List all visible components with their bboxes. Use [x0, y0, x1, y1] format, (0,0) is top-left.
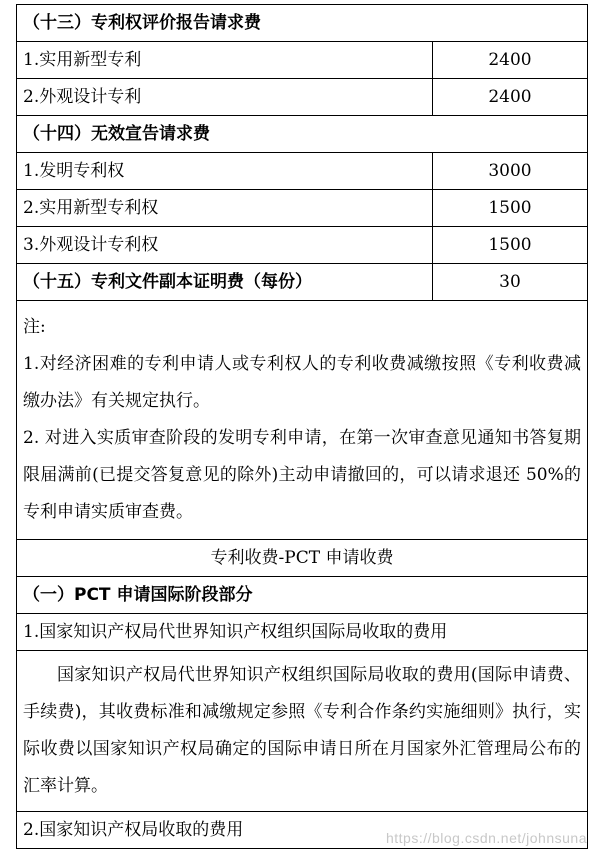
table-row	[17, 190, 588, 227]
pct-item2-label: 2.国家知识产权局收取的费用	[17, 812, 588, 849]
section-15-title: （十五）专利文件副本证明费（每份）	[17, 264, 433, 301]
fee-item-label: 1.发明专利权	[17, 153, 433, 190]
fee-item-amount: 1500	[433, 190, 588, 227]
pct-item1-desc: 国家知识产权局代世界知识产权组织国际局收取的费用(国际申请费、手续费)，其收费标准和减缴规定参照《专利合作条约实施细则》执行，实际收费以国家知识产权局确定的国际申请日所在月国家外汇管理局公布的汇率计算。	[23, 665, 581, 796]
notes-cell	[17, 301, 588, 540]
fee-item-amount: 2400	[433, 42, 588, 79]
watermark-text: https://blog.csdn.net/johnsuna	[385, 830, 587, 846]
pct-title-row	[17, 540, 588, 577]
pct-item1-label: 1.国家知识产权局代世界知识产权组织国际局收取的费用	[17, 614, 588, 651]
fee-item-amount: 1500	[433, 227, 588, 264]
fee-table	[16, 4, 588, 849]
table-row	[17, 153, 588, 190]
section-13-title: （十三）专利权评价报告请求费	[17, 5, 588, 42]
pct-item1-desc-cell	[17, 651, 588, 812]
table-row	[17, 42, 588, 79]
pct-title: 专利收费-PCT 申请收费	[17, 540, 588, 577]
pct-part1-title: （一）PCT 申请国际阶段部分	[17, 577, 588, 614]
fee-item-amount: 30	[433, 264, 588, 301]
fee-item-amount: 2400	[433, 79, 588, 116]
pct-item1-desc-row	[17, 651, 588, 812]
note-item: 2. 对进入实质审查阶段的发明专利申请，在第一次审查意见通知书答复期限届满前(已提交答复意见的除外)主动申请撤回的，可以请求退还 50%的专利申请实质审查费。	[23, 428, 581, 522]
section-14-header-row	[17, 116, 588, 153]
fee-item-label: 2.外观设计专利	[17, 79, 433, 116]
table-row	[17, 227, 588, 264]
section-13-header-row	[17, 5, 588, 42]
fee-item-label: 3.外观设计专利权	[17, 227, 433, 264]
note-item: 1.对经济困难的专利申请人或专利权人的专利收费减缴按照《专利收费减缴办法》有关规定执行。	[23, 354, 581, 411]
notes-row	[17, 301, 588, 540]
table-row	[17, 79, 588, 116]
section-15-row	[17, 264, 588, 301]
pct-part1-row	[17, 577, 588, 614]
pct-item1-row	[17, 614, 588, 651]
fee-item-label: 2.实用新型专利权	[17, 190, 433, 227]
fee-item-label: 1.实用新型专利	[17, 42, 433, 79]
section-14-title: （十四）无效宣告请求费	[17, 116, 588, 153]
fee-item-amount: 3000	[433, 153, 588, 190]
notes-heading: 注:	[23, 317, 46, 337]
